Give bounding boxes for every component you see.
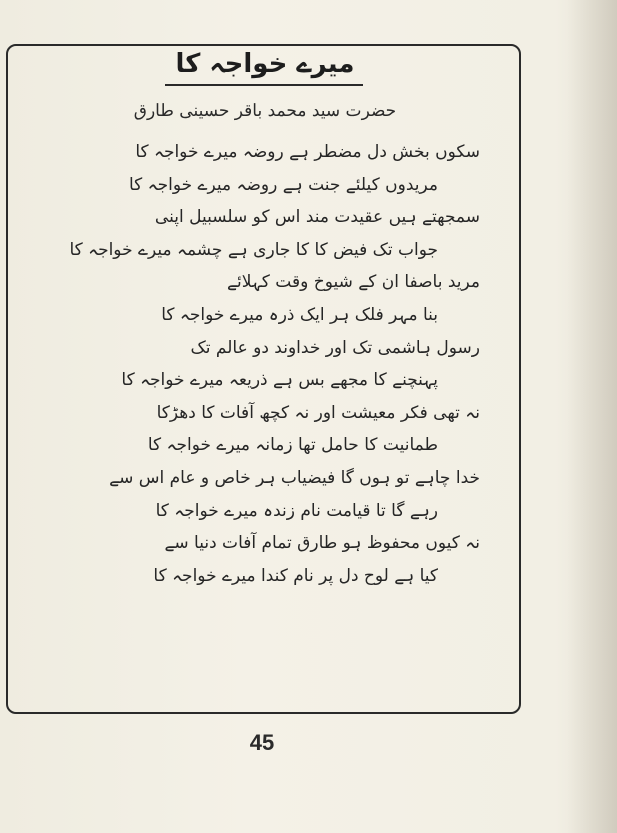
- verse-line: مریدوں کیلئے جنت ہے روضہ میرے خواجہ کا: [128, 174, 438, 195]
- page-edge-shadow: [567, 0, 617, 833]
- verse-line: خدا چاہے تو ہوں گا فیضیاب ہر خاص و عام اس سے: [109, 467, 480, 488]
- title-underline: [165, 84, 363, 86]
- verse-line: رسول ہاشمی تک اور خداوند دو عالم تک: [190, 337, 480, 358]
- verse-line: بنا مہر فلک ہر ایک ذرہ میرے خواجہ کا: [161, 304, 438, 325]
- verse-line: نہ تھی فکر معیشت اور نہ کچھ آفات کا دھڑکا: [156, 402, 480, 423]
- verse-line: رہے گا تا قیامت نام زندہ میرے خواجہ کا: [155, 500, 438, 521]
- verse-line: پہنچنے کا مجھے بس ہے ذریعہ میرے خواجہ کا: [121, 370, 438, 391]
- verse-line: طمانیت کا حامل تھا زمانہ میرے خواجہ کا: [147, 435, 438, 456]
- poem-author: حضرت سید محمد باقر حسینی طارق: [133, 101, 397, 121]
- poem-title: میرے خواجہ کا: [175, 49, 355, 79]
- poem-verses: [40, 136, 500, 592]
- verse-line: کیا ہے لوح دل پر نام کندا میرے خواجہ کا: [153, 565, 438, 586]
- page-number: 45: [249, 730, 275, 755]
- verse-line: مرید باصفا ان کے شیوخ وقت کہلائے: [227, 272, 480, 293]
- verse-line: نہ کیوں محفوظ ہو طارق تمام آفات دنیا سے: [164, 533, 480, 554]
- verse-line: سکوں بخش دل مضطر ہے روضہ میرے خواجہ کا: [135, 142, 480, 162]
- verse-line: جواب تک فیض کا کا جاری ہے چشمہ میرے خواجہ کا: [69, 239, 438, 260]
- verse-line: سمجھتے ہیں عقیدت مند اس کو سلسبیل اپنی: [154, 207, 480, 228]
